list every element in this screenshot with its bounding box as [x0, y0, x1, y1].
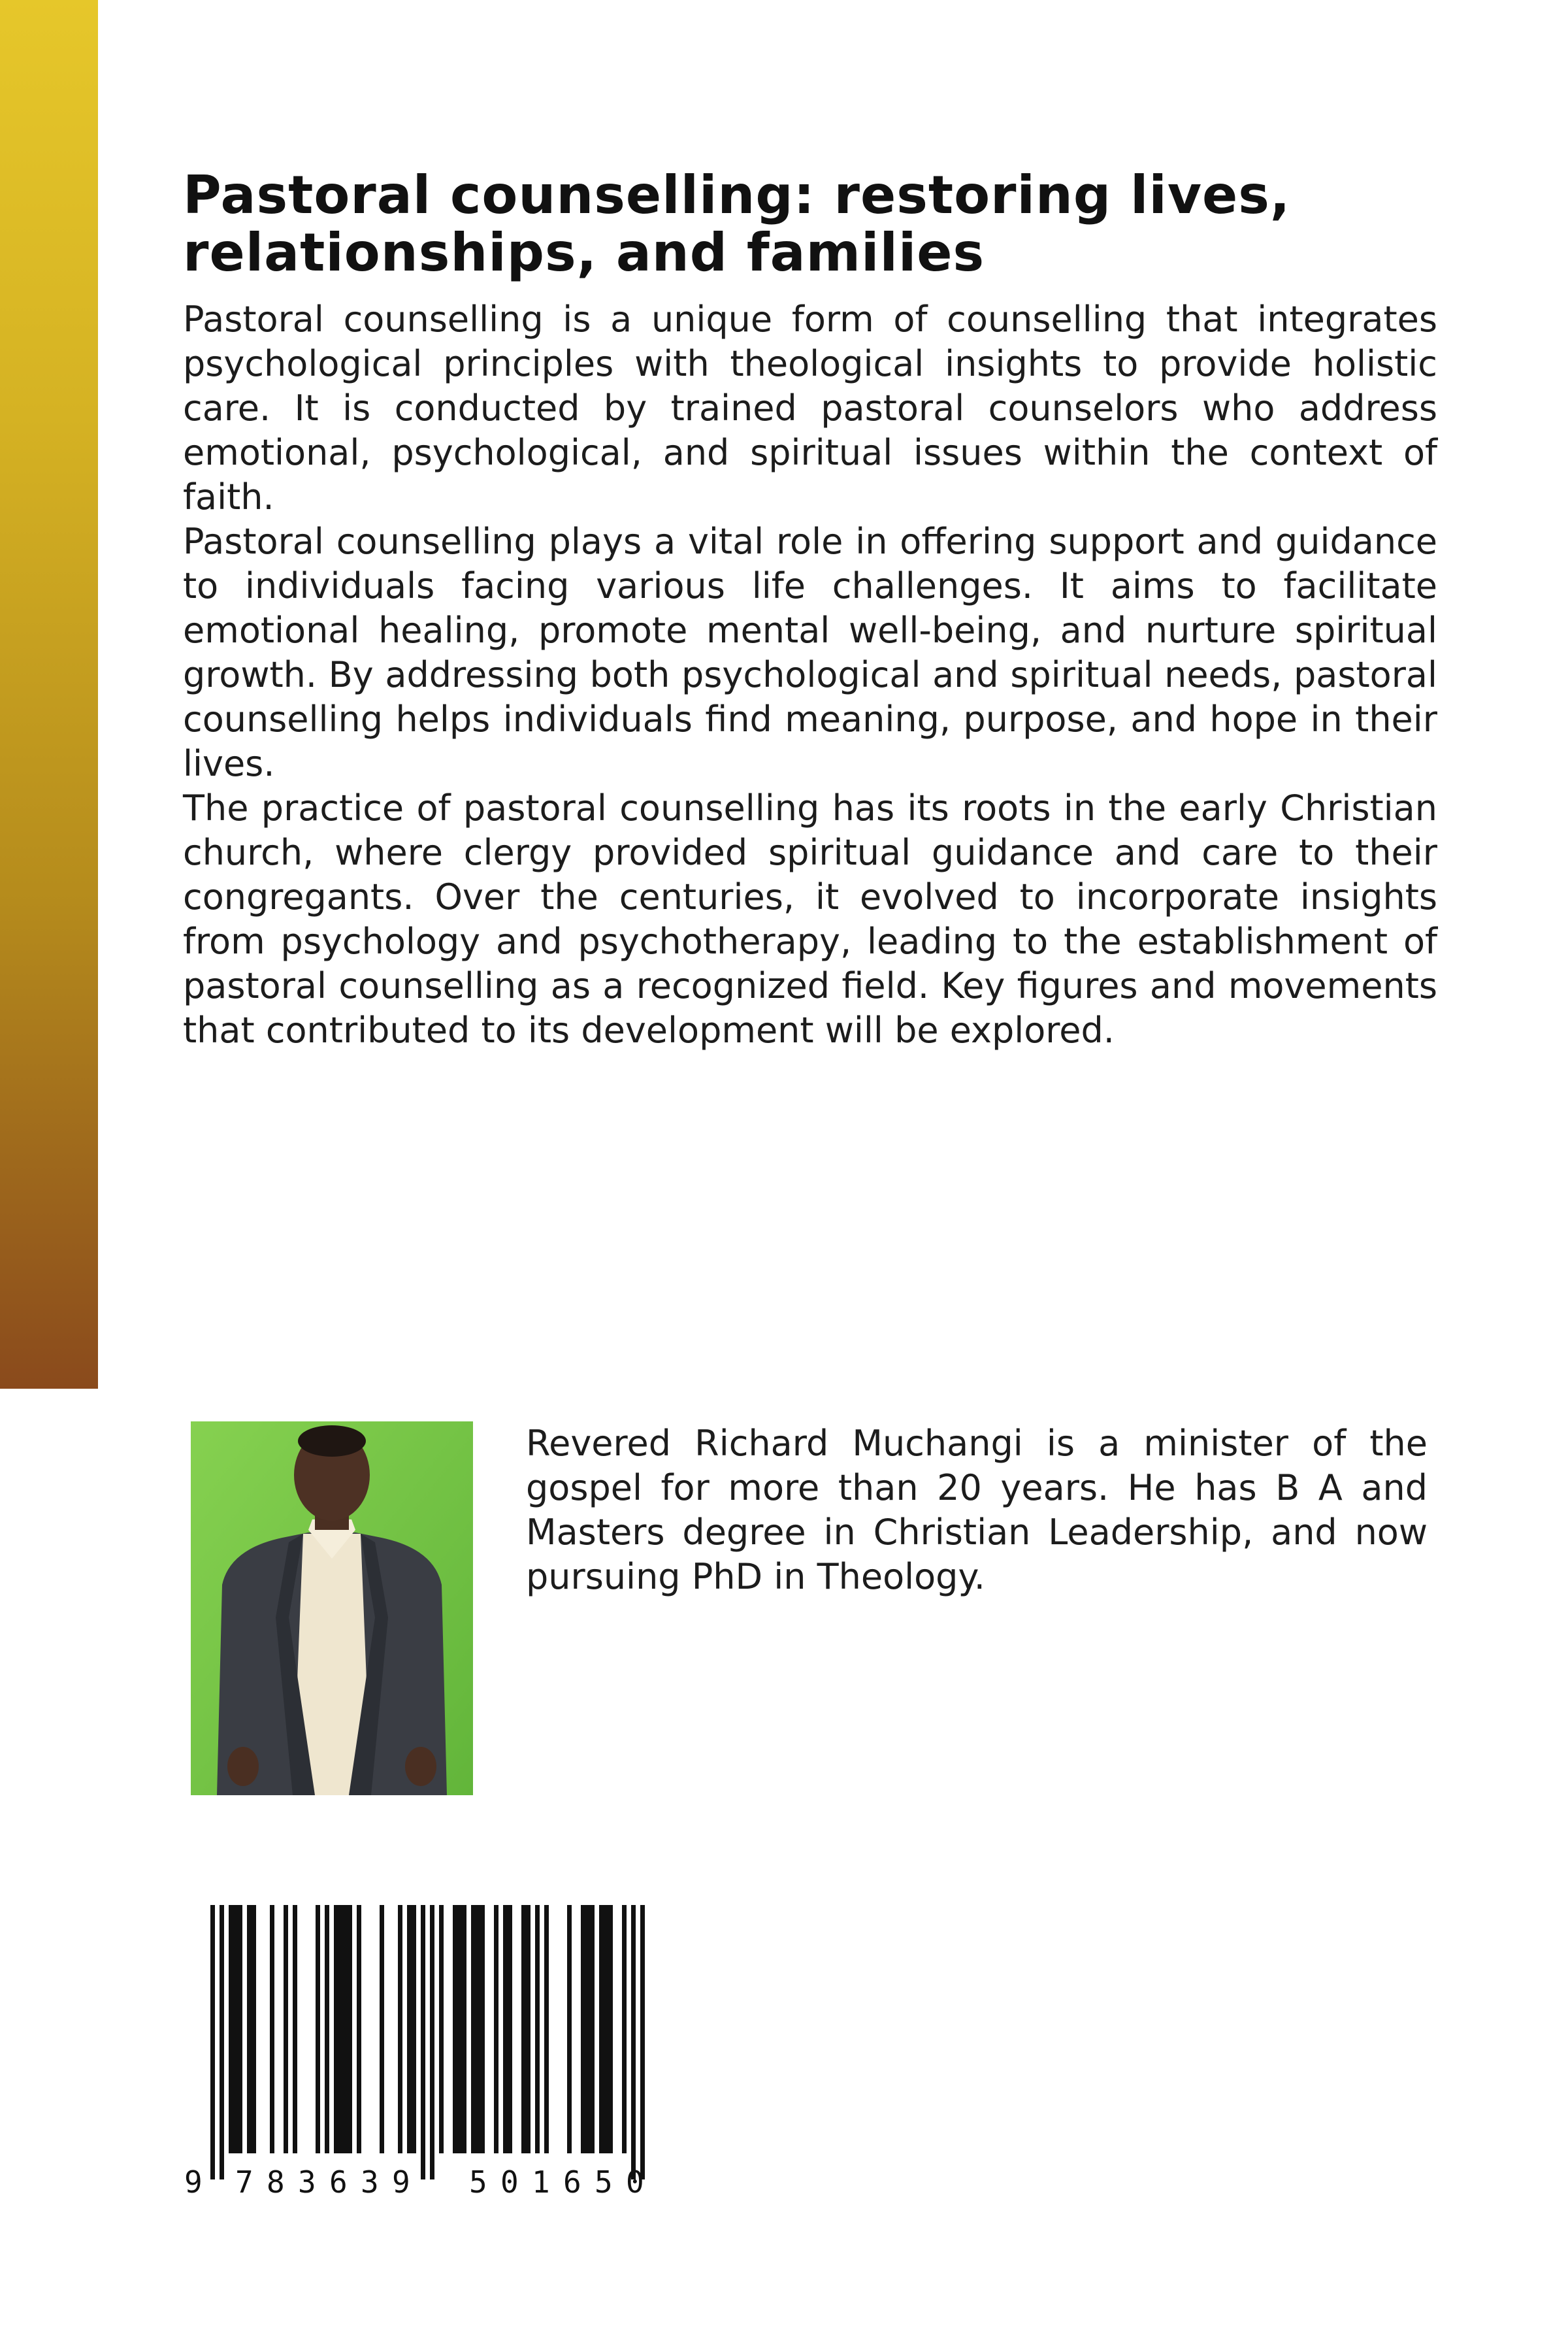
barcode-bar: [357, 1905, 361, 2153]
barcode-bar: [334, 1905, 338, 2153]
barcode-bar: [476, 1905, 480, 2153]
author-portrait-illustration: [191, 1421, 473, 1795]
barcode-bar: [338, 1905, 343, 2153]
barcode-digit: 9: [392, 2164, 410, 2199]
barcode-bar: [608, 1905, 613, 2153]
barcode-bar: [462, 1905, 466, 2153]
barcode-digit: 3: [298, 2164, 316, 2199]
barcode-bar: [457, 1905, 462, 2153]
blurb-paragraph: Pastoral counselling is a unique form of counselling that integrates psychological principles with theological insights to provide holistic care. It is conducted by trained pastoral counselors who address emotional, psychological, and spiritual issues within the context of faith.: [183, 299, 1437, 518]
blurb-text: [183, 297, 1437, 1053]
gradient-side-strip: [0, 0, 98, 1389]
barcode-bar: [412, 1905, 416, 2153]
barcode-bar: [220, 1905, 224, 2179]
barcode-digit: 5: [595, 2164, 613, 2199]
isbn-barcode: [178, 1898, 727, 2199]
barcode-bar: [494, 1905, 498, 2153]
barcode-bar: [581, 1905, 585, 2153]
barcode-bar: [430, 1905, 434, 2179]
barcode-bar: [480, 1905, 485, 2153]
barcode-bar: [343, 1905, 348, 2153]
barcode-bar: [640, 1905, 645, 2179]
book-title: Pastoral counselling: restoring lives, relationships, and families: [183, 165, 1291, 283]
barcode-digit: 6: [563, 2164, 581, 2199]
barcode-bar: [604, 1905, 608, 2153]
barcode-digit: 5: [469, 2164, 487, 2199]
barcode-digit: 0: [626, 2164, 644, 2199]
barcode-bar: [508, 1905, 512, 2153]
barcode-bar: [407, 1905, 412, 2153]
barcode-bar: [421, 1905, 425, 2179]
author-photo: [191, 1421, 473, 1795]
author-bio: Revered Richard Muchangi is a minister of the gospel for more than 20 years. He has B A and Masters degree in Christian Leadership, and now pursuing PhD in Theology.: [526, 1423, 1428, 1597]
barcode-bar: [590, 1905, 595, 2153]
barcode-bar: [210, 1905, 215, 2179]
barcode-bar: [233, 1905, 238, 2153]
barcode-bar: [270, 1905, 274, 2153]
barcode-bar: [503, 1905, 508, 2153]
barcode-digit: 0: [500, 2164, 519, 2199]
blurb-paragraph: Pastoral counselling plays a vital role in offering support and guidance to individuals facing various life challenges. It aims to facilitate emotional healing, promote mental well-being, and nurture spiritual growth. By addressing both psychological and spiritual needs, pastoral counselling helps individuals find meaning, purpose, and hope in their lives.: [183, 521, 1437, 784]
barcode-bar: [599, 1905, 604, 2153]
barcode-digit: 7: [235, 2164, 253, 2199]
barcode-bar: [439, 1905, 444, 2153]
barcode-bar: [535, 1905, 540, 2153]
barcode-bar: [521, 1905, 526, 2153]
barcode-bar: [631, 1905, 636, 2179]
barcode-bar: [284, 1905, 288, 2153]
barcode-digit: 3: [361, 2164, 379, 2199]
barcode-bar: [229, 1905, 233, 2153]
barcode-bar: [252, 1905, 256, 2153]
barcode-bar: [453, 1905, 457, 2153]
barcode-bar: [238, 1905, 242, 2153]
barcode-bar: [526, 1905, 531, 2153]
barcode-bar: [247, 1905, 252, 2153]
barcode-bar: [398, 1905, 402, 2153]
barcode-bar: [585, 1905, 590, 2153]
barcode-graphic: [178, 1898, 727, 2199]
barcode-digit: 9: [184, 2164, 203, 2199]
barcode-bar: [316, 1905, 320, 2153]
barcode-bar: [567, 1905, 572, 2153]
barcode-digit: 1: [532, 2164, 550, 2199]
barcode-bar: [293, 1905, 297, 2153]
barcode-bar: [622, 1905, 627, 2153]
barcode-bar: [544, 1905, 549, 2153]
barcode-digit: 8: [267, 2164, 285, 2199]
blurb-paragraph: The practice of pastoral counselling has its roots in the early Christian church, where clergy provided spiritual guidance and care to their congregants. Over the centuries, it evolved to incorporate insights from psychology and psychotherapy, leading to the establishment of pastoral counselling as a recognized field. Key figures and movements that contributed to its development will be explored.: [183, 787, 1437, 1051]
barcode-bar: [348, 1905, 352, 2153]
barcode-bar: [325, 1905, 329, 2153]
barcode-bar: [380, 1905, 384, 2153]
barcode-bar: [471, 1905, 476, 2153]
barcode-digit: 6: [329, 2164, 348, 2199]
